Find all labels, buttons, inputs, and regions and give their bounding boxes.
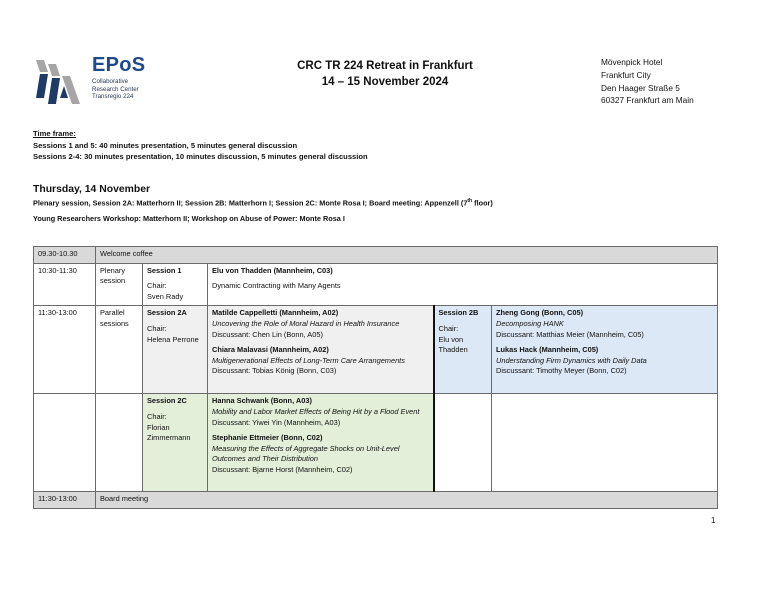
- chair-label: Chair:: [147, 323, 167, 333]
- chair-name: Elu von Thadden: [438, 334, 468, 355]
- session-name: Session 1: [147, 265, 182, 275]
- session-2a-talks: [208, 306, 434, 394]
- session-name: Session 2B: [438, 308, 479, 318]
- chair-label: Chair:: [147, 281, 167, 291]
- talk-title: Uncovering the Role of Moral Hazard in Health Insurance: [212, 318, 400, 328]
- timeframe-heading: Time frame:: [33, 129, 76, 138]
- room-assignments: [33, 198, 493, 207]
- type-cell-empty: [96, 394, 143, 492]
- event-cell: Welcome coffee: [96, 247, 718, 264]
- document-title: [240, 58, 530, 90]
- talk-title: Decomposing HANK: [496, 318, 564, 328]
- event-cell: Board meeting: [96, 492, 718, 509]
- type-cell: Parallel sessions: [96, 306, 143, 394]
- timeframe-line: Sessions 1 and 5: 40 minutes presentation, 5 minutes general discussion: [33, 140, 298, 150]
- session-2c-cell: [143, 394, 208, 492]
- workshop-rooms: Young Researchers Workshop: Matterhorn II; Workshop on Abuse of Power: Monte Rosa I: [33, 214, 345, 224]
- address-line: Frankfurt City: [601, 69, 651, 80]
- page-number: 1: [711, 516, 716, 525]
- discussant: Discussant: Matthias Meier (Mannheim, C05): [496, 329, 644, 339]
- address-line: 60327 Frankfurt am Main: [601, 95, 694, 106]
- chair-label: Chair:: [147, 411, 167, 421]
- logo-subtitle-line: Research Center: [92, 85, 139, 93]
- table-row-plenary: [34, 263, 718, 306]
- speaker: Elu von Thadden (Mannheim, C03): [212, 265, 333, 275]
- session-2c-talks: [208, 394, 434, 492]
- type-cell: Plenary session: [96, 263, 143, 306]
- logo-title: EPoS: [92, 54, 146, 76]
- session-name: Session 2A: [147, 308, 187, 318]
- discussant: Discussant: Tobias König (Bonn, C03): [212, 366, 337, 376]
- address-line: Mövenpick Hotel: [601, 57, 663, 67]
- venue-address: [601, 56, 694, 107]
- speaker: Hanna Schwank (Bonn, A03): [212, 396, 312, 406]
- speaker: Zheng Gong (Bonn, C05): [496, 308, 584, 318]
- epos-logo-mark-icon: [34, 58, 90, 104]
- time-cell-empty: [34, 394, 96, 492]
- timeframe-section: [33, 128, 368, 163]
- speaker: Matilde Cappelletti (Mannheim, A02): [212, 308, 339, 318]
- session-name: Session 2C: [147, 396, 187, 406]
- discussant: Discussant: Timothy Meyer (Bonn, C02): [496, 366, 627, 376]
- discussant: Discussant: Bjarne Horst (Mannheim, C02): [212, 464, 353, 474]
- empty-cell: [434, 394, 492, 492]
- discussant: Discussant: Yiwei Yin (Mannheim, A03): [212, 417, 341, 427]
- speaker: Chiara Malavasi (Mannheim, A02): [212, 345, 329, 355]
- session-2b-cell: [434, 306, 492, 394]
- day-section: [33, 184, 493, 223]
- room-assignments-text: Plenary session, Session 2A: Matterhorn II; Session 2B: Matterhorn I; Session 2C: Monte Rosa I; Board meeting: Appenzell (7: [33, 198, 468, 208]
- chair-name: Sven Rady: [147, 291, 184, 301]
- talk-title: Understanding Firm Dynamics with Daily Data: [496, 355, 647, 365]
- logo-subtitle-line: Collaborative: [92, 78, 129, 85]
- talk-title: Measuring the Effects of Aggregate Shocks on Unit-Level Outcomes and Their Distribution: [212, 443, 400, 464]
- table-row-board: [34, 492, 718, 509]
- time-cell: 11:30-13:00: [34, 492, 96, 509]
- speaker: Lukas Hack (Mannheim, C05): [496, 345, 599, 355]
- time-cell: 11:30-13:00: [34, 306, 96, 394]
- table-row-welcome: [34, 247, 718, 264]
- table-row-parallel-2c: [34, 394, 718, 492]
- discussant: Discussant: Chen Lin (Bonn, A05): [212, 329, 323, 339]
- time-cell: 10:30-11:30: [34, 263, 96, 306]
- day-title: Thursday, 14 November: [33, 184, 151, 195]
- epos-logo: [34, 54, 164, 108]
- empty-cell: [492, 394, 718, 492]
- ordinal-suffix: th: [467, 198, 473, 204]
- talk-title: Multigenerational Effects of Long-Term Care Arrangements: [212, 355, 405, 365]
- title-line-event: CRC TR 224 Retreat in Frankfurt: [297, 60, 473, 72]
- room-assignments-text: floor): [472, 198, 493, 208]
- speaker: Stephanie Ettmeier (Bonn, C02): [212, 433, 323, 443]
- chair-name: Florian Zimmermann: [147, 422, 191, 443]
- talk-title: Mobility and Labor Market Effects of Being Hit by a Flood Event: [212, 406, 420, 416]
- session-2a-cell: [143, 306, 208, 394]
- address-line: Den Haager Straße 5: [601, 82, 680, 93]
- timeframe-line: Sessions 2-4: 30 minutes presentation, 10 minutes discussion, 5 minutes general discussion: [33, 152, 368, 161]
- logo-subtitle: [92, 78, 139, 101]
- schedule-table: [33, 246, 718, 509]
- talk-cell: [208, 263, 718, 306]
- table-row-parallel: [34, 306, 718, 394]
- chair-name: Helena Perrone: [147, 334, 199, 344]
- session-2b-talks: [492, 306, 718, 394]
- chair-label: Chair:: [438, 323, 459, 333]
- logo-subtitle-line: Transregio 224: [92, 93, 134, 101]
- title-line-dates: 14 – 15 November 2024: [321, 76, 449, 88]
- session-cell: [143, 263, 208, 306]
- talk-title: Dynamic Contracting with Many Agents: [212, 281, 341, 291]
- time-cell: 09.30-10.30: [34, 247, 96, 264]
